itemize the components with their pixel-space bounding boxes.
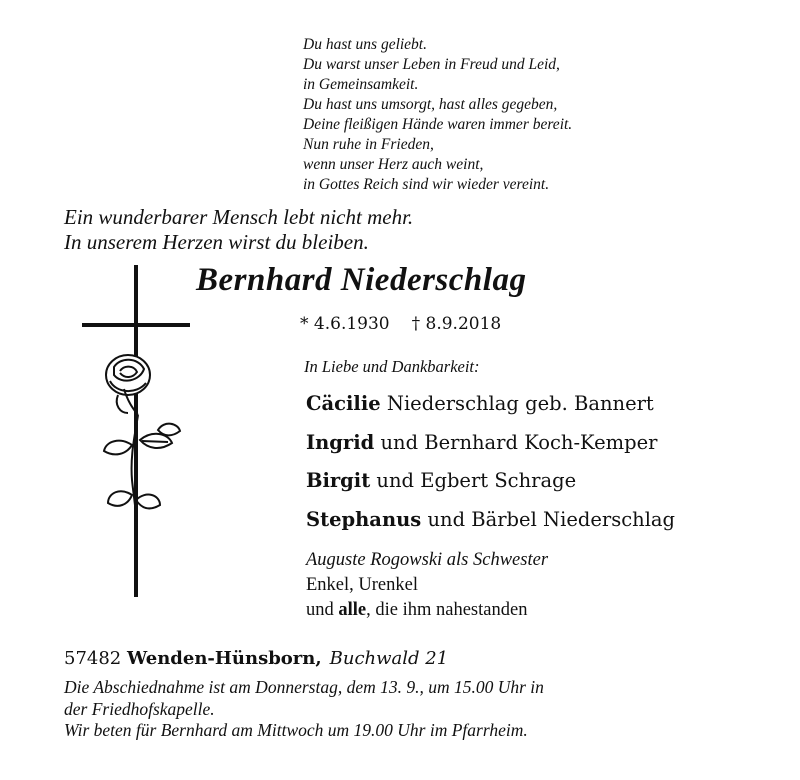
poem-line: wenn unser Herz auch weint,	[303, 156, 484, 173]
family-rest: und Egbert Schrage	[376, 469, 577, 492]
town: Wenden-Hünsborn,	[127, 648, 322, 669]
notice-line: Die Abschiednahme ist am Donnerstag, dem 13. 9., um 15.00 Uhr in	[64, 677, 544, 697]
cross-rose-icon	[80, 265, 195, 600]
family-first-name: Birgit	[306, 469, 371, 492]
life-dates	[300, 314, 523, 334]
family-rest: Niederschlag geb. Bannert	[386, 392, 654, 415]
poem-line: Deine fleißigen Hände waren immer bereit.	[303, 116, 573, 133]
street: Buchwald 21	[329, 648, 449, 669]
poem	[303, 35, 572, 195]
family-rest: und Bärbel Niederschlag	[427, 508, 676, 531]
birth-date: * 4.6.1930	[300, 314, 390, 334]
family-member	[306, 508, 675, 531]
zip-code: 57482	[64, 648, 122, 669]
notice-line: der Friedhofskapelle.	[64, 698, 215, 719]
family-member	[306, 392, 654, 415]
family-first-name: Stephanus	[306, 508, 422, 531]
closing-line: und alle, die ihm nahestanden	[306, 600, 528, 620]
other-mourners	[306, 548, 548, 623]
family-member	[306, 431, 657, 454]
intro-line: Ein wunderbarer Mensch lebt nicht mehr.	[64, 205, 414, 229]
family-member	[306, 469, 576, 492]
intro-line: In unserem Herzen wirst du bleiben.	[64, 230, 369, 254]
address	[64, 648, 448, 669]
poem-line: Du hast uns geliebt.	[303, 36, 427, 53]
poem-line: Du warst unser Leben in Freud und Leid,	[303, 56, 560, 73]
deceased-name: Bernhard Niederschlag	[196, 262, 527, 298]
poem-line: Nun ruhe in Frieden,	[303, 136, 434, 153]
intro-text	[64, 205, 413, 255]
family-first-name: Cäcilie	[306, 392, 381, 415]
poem-line: in Gemeinsamkeit.	[303, 76, 419, 93]
service-notice	[64, 677, 544, 742]
death-date: † 8.9.2018	[411, 314, 502, 334]
thanks-line: In Liebe und Dankbarkeit:	[304, 357, 480, 376]
poem-line: in Gottes Reich sind wir wieder vereint.	[303, 176, 550, 193]
poem-line: Du hast uns umsorgt, hast alles gegeben,	[303, 96, 558, 113]
notice-line: Wir beten für Bernhard am Mittwoch um 19.00 Uhr im Pfarrheim.	[64, 720, 528, 740]
family-first-name: Ingrid	[306, 431, 375, 454]
sister-line: Auguste Rogowski als Schwester	[306, 550, 549, 570]
grandchildren-line: Enkel, Urenkel	[306, 575, 418, 595]
family-rest: und Bernhard Koch-Kemper	[380, 431, 658, 454]
